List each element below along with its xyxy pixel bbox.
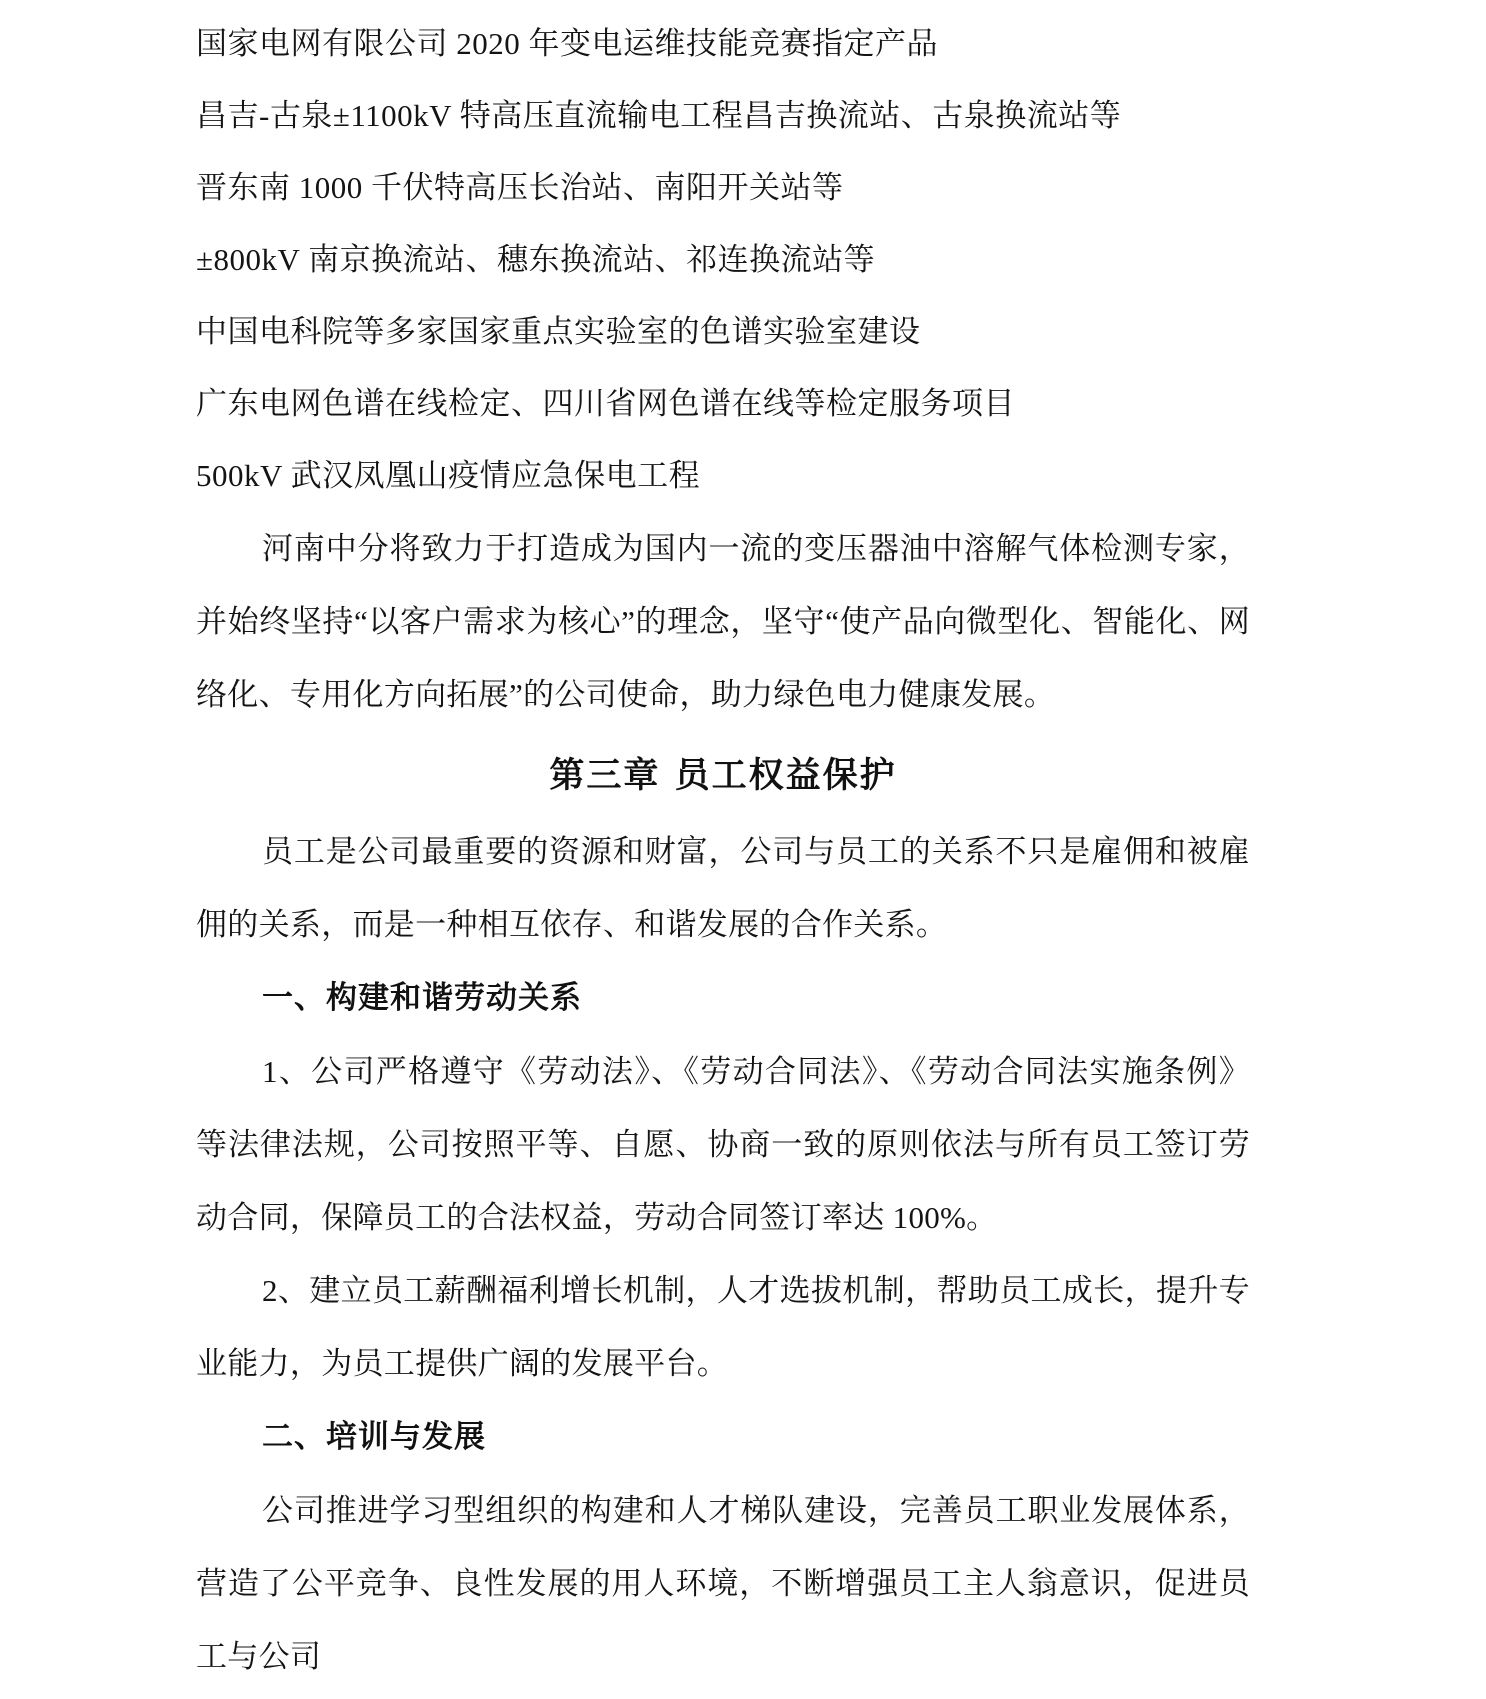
project-item: ±800kV 南京换流站、穗东换流站、祁连换流站等: [196, 242, 876, 277]
intro-paragraph: 河南中分将致力于打造成为国内一流的变压器油中溶解气体检测专家，并始终坚持“以客户需求为核心”的理念，坚守“使产品向微型化、智能化、网络化、专用化方向拓展”的公司使命，助力绿色电力健康发展。: [196, 531, 1250, 712]
project-item: 500kV 武汉凤凰山疫情应急保电工程: [196, 458, 701, 493]
section-2-paragraph-1: 公司推进学习型组织的构建和人才梯队建设，完善员工职业发展体系，营造了公平竞争、良性发展的用人环境，不断增强员工主人翁意识，促进员工与公司: [196, 1493, 1250, 1674]
project-item: 中国电科院等多家国家重点实验室的色谱实验室建设: [196, 314, 921, 349]
project-item: 国家电网有限公司 2020 年变电运维技能竞赛指定产品: [196, 26, 938, 61]
project-item: 晋东南 1000 千伏特高压长治站、南阳开关站等: [196, 170, 844, 205]
document-body: [196, 8, 1250, 1693]
chapter-title: 第三章 员工权益保护: [549, 756, 897, 796]
project-item: 昌吉-古泉±1100kV 特高压直流输电工程昌吉换流站、古泉换流站等: [196, 98, 1122, 133]
section-1-paragraph-1: 1、公司严格遵守《劳动法》、《劳动合同法》、《劳动合同法实施条例》 等法律法规，公司按照平等、自愿、协商一致的原则依法与所有员工签订劳动合同，保障员工的合法权益，劳动合同签订率达 100%。: [196, 1054, 1250, 1235]
chapter-intro-paragraph: 员工是公司最重要的资源和财富，公司与员工的关系不只是雇佣和被雇佣的关系，而是一种相互依存、和谐发展的合作关系。: [196, 834, 1250, 942]
section-heading-1: 一、构建和谐劳动关系: [262, 980, 582, 1016]
section-heading-2: 二、培训与发展: [262, 1419, 486, 1455]
project-item: 广东电网色谱在线检定、四川省网色谱在线等检定服务项目: [196, 386, 1015, 421]
section-1-paragraph-2: 2、建立员工薪酬福利增长机制，人才选拔机制，帮助员工成长，提升专业能力，为员工提供广阔的发展平台。: [196, 1273, 1250, 1381]
